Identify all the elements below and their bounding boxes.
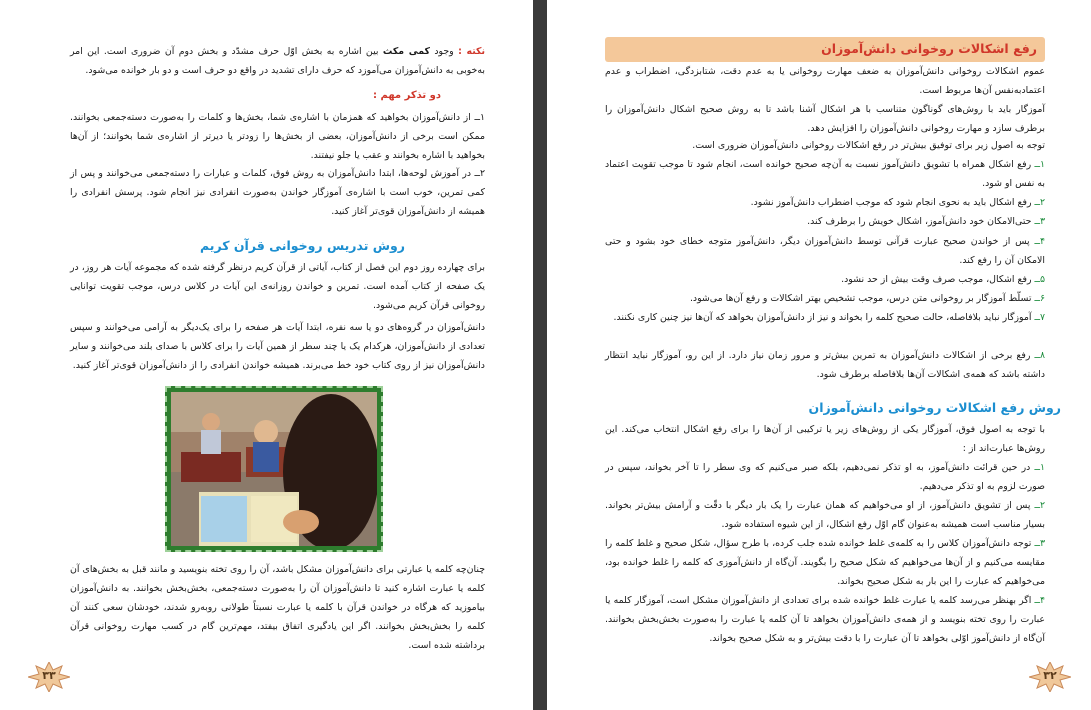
method-item-3 <box>605 534 1045 591</box>
classroom-photo-image <box>171 392 377 546</box>
intro-paragraph-3: توجه به اصول زیر برای توفیق بیش‌تر در رفع اشکالات روخوانی دانش‌آموزان ضروری است. <box>692 140 1045 151</box>
remember-title: دو تذکر مهم : <box>373 90 441 101</box>
nokte-text-b: بین اشاره به بخش اوّل حرف مشدّد و بخش دوم آن ضروری است. این امر به‌خوبی به دانش‌آموزان می‌آموزد که حرف دارای تشدید در واقع دو حرف است و دو بار خوانده می‌شود. <box>70 46 485 76</box>
principle-number-4: ۴ــ <box>1034 236 1045 247</box>
methods-intro: با توجه به اصول فوق، آموزگار یکی از روش‌های زیر یا ترکیبی از آن‌ها را برای رفع اشکال انتخاب می‌کند. این روش‌ها عبارت‌اند از : <box>605 424 1045 454</box>
principle-number-7: ۷ــ <box>1034 312 1045 323</box>
principle-text-1: رفع اشکال همراه با تشویق دانش‌آموز نسبت به آن‌چه صحیح خوانده است، انجام شود تا موجب تقویت اعتماد به نفس او شود. <box>605 159 1045 189</box>
banner-title: رفع اشکالات روخوانی دانش‌آموزان <box>821 41 1037 56</box>
methods-title: روش رفع اشکالات روخوانی دانش‌آموزان <box>808 400 1061 415</box>
method-number-2: ۲ــ <box>1034 500 1045 511</box>
principle-number-2: ۲ــ <box>1034 197 1045 208</box>
principle-item-6 <box>605 289 1045 308</box>
principle-item-4 <box>605 232 1045 270</box>
method-item-1 <box>605 458 1045 496</box>
principle-number-5: ۵ــ <box>1034 274 1045 285</box>
principle-item-2 <box>605 193 1045 212</box>
method-item-2 <box>605 496 1045 534</box>
section-paragraph-1: برای چهارده روز دوم این فصل از کتاب، آیاتی از قرآن کریم درنظر گرفته شده که مجموعه آیات هر روز، در یک صفحه از کتاب آمده است. تمرین و خواندن روزانه‌ی این آیات در کلاس درس، موجب تقویت توانایی روخوانی قرآن کریم می‌شود. <box>70 262 485 311</box>
principle-text-8: رفع برخی از اشکالات دانش‌آموزان به تمرین بیش‌تر و مرور زمان نیاز دارد. از این رو، آموزگار نباید انتظار داشته باشد که همه‌ی اشکالات آن‌ها بلافاصله برطرف شود. <box>605 350 1045 380</box>
principle-item-5 <box>605 270 1045 289</box>
method-text-3: توجه دانش‌آموزان کلاس را به کلمه‌ی غلط خوانده شده جلب کرده، با طرح سؤال، شکل صحیح و غلط کلمه را مقایسه می‌کنیم و از آن‌ها می‌خواهیم که شکل صحیح را بگویند. آن‌گاه از دانش‌آموزی که کلمه را غلط خوانده بود، می‌خواهیم که عبارت را این بار به شکل صحیح بخواند. <box>605 538 1045 587</box>
remember-item-2: ۲ــ در آموزش لوحه‌ها، ابتدا دانش‌آموزان به روش فوق، کلمات و عبارات را دسته‌جمعی می‌خوانند و پس از کمی تمرین، خوب است با اشاره‌ی آموزگار خواندن به‌صورت انفرادی نیز انجام شود. پرسش انفرادی را همیشه از دانش‌آموزان قوی‌تر آغاز کنید. <box>70 168 485 217</box>
page-number-left-text: ۳۳ <box>42 669 56 682</box>
method-text-1: در حین قرائت دانش‌آموز، به او تذکر نمی‌دهیم، بلکه صبر می‌کنیم که وی سطر را تا آخر بخواند، سپس در صورت لزوم به او تذکر می‌دهیم. <box>605 462 1045 492</box>
left-page <box>0 0 533 710</box>
nokte-text-a: وجود <box>429 46 459 57</box>
section-title-quran: روش تدریس روخوانی قرآن کریم <box>200 238 405 253</box>
nokte-paragraph <box>70 42 485 80</box>
title-banner <box>605 37 1045 62</box>
principle-text-2: رفع اشکال باید به نحوی انجام شود که موجب اضطراب دانش‌آموز نشود. <box>750 197 1035 208</box>
method-text-4: اگر بهنظر می‌رسد کلمه یا عبارت غلط خوانده شده برای تعدادی از دانش‌آموزان مشکل است، آموزگار کلمه یا عبارت را روی تخته بنویسد و از همه‌ی دانش‌آموزان بخواهد تا آن کلمه یا عبارت را به‌صورت بخش‌بخش بخوانند. آن‌گاه از دانش‌آموز اوّلی بخواهد تا آن عبارت را با دقت بیش‌تر و به شکل صحیح بخواند. <box>605 595 1045 644</box>
nokte-label: نکته : <box>458 46 485 57</box>
principle-text-6: تسلّط آموزگار بر روخوانی متن درس، موجب تشخیص بهتر اشکالات و رفع آن‌ها می‌شود. <box>689 293 1035 304</box>
method-item-4 <box>605 591 1045 648</box>
principle-text-3: حتی‌الامکان خود دانش‌آموز، اشکال خویش را برطرف کند. <box>807 216 1035 227</box>
method-number-4: ۴ــ <box>1034 595 1045 606</box>
principle-text-5: رفع اشکال، موجب صرف وقت بیش از حد نشود. <box>841 274 1035 285</box>
principle-number-8: ۸ــ <box>1034 350 1045 361</box>
principle-number-3: ۳ــ <box>1034 216 1045 227</box>
principle-number-1: ۱ــ <box>1034 159 1045 170</box>
page-number-right-text: ۳۲ <box>1043 669 1057 682</box>
right-page <box>547 0 1091 710</box>
principle-item-7 <box>605 308 1045 327</box>
principle-item-3 <box>605 212 1045 231</box>
nokte-emphasis: کمی مکث <box>382 46 430 57</box>
classroom-photo <box>165 386 383 552</box>
page-number-left <box>28 662 70 692</box>
section-paragraph-2: دانش‌آموزان در گروه‌های دو یا سه نفره، ابتدا آیات هر صفحه را برای یک‌دیگر به آرامی می‌خوانند و سپس تعدادی از دانش‌آموزان، هرکدام یک یا چند سطر از همین آیات را برای کلاس با صدای بلند می‌خوانند و سایر دانش‌آموزان نیز از روی کتاب خود خط می‌برند. همیشه خواندن انفرادی را از دانش‌آموزان قوی‌تر آغاز کنید. <box>70 322 485 371</box>
principle-item-8 <box>605 346 1045 384</box>
principle-number-6: ۶ــ <box>1034 293 1045 304</box>
principle-text-4: پس از خواندن صحیح عبارت قرآنی توسط دانش‌آموزان دیگر، دانش‌آموز متوجه خطای خود بشود و حتی الامکان آن را رفع کند. <box>605 236 1045 266</box>
after-photo-paragraph: چنان‌چه کلمه یا عبارتی برای دانش‌آموزان مشکل باشد، آن را روی تخته بنویسید و مانند قبل به بخش‌های آن کلمه یا عبارت اشاره کنید تا دانش‌آموزان آن را به‌صورت دسته‌جمعی، بخش‌بخش بخوانند. به دانش‌آموزان بیاموزید که هرگاه در خواندن قرآن با کلمه یا عبارت نسبتاً طولانی روبه‌رو شدند، خودشان سعی کنند آن کلمه را بخش‌بخش بخوانند. اگر این یادگیری اتفاق بیفتد، مهم‌ترین گام در کسب مهارت روخوانی قرآن برداشته شده است. <box>70 564 485 651</box>
intro-paragraph-2: آموزگار باید با روش‌های گوناگون متناسب با هر اشکال آشنا باشد تا به روش صحیح اشکال دانش‌آموزان را برطرف سازد و مهارت روخوانی دانش‌آموزان را افزایش دهد. <box>605 104 1045 134</box>
book-spine <box>533 0 547 710</box>
intro-paragraph-1: عموم اشکالات روخوانی دانش‌آموزان به ضعف مهارت روخوانی یا به عدم دقت، شتابزدگی، اضطراب و عدم اعتمادبه‌نفس آن‌ها مربوط است. <box>605 66 1045 96</box>
method-text-2: پس از تشویق دانش‌آموز، از او می‌خواهیم که همان عبارت را یک بار دیگر با دقّت و آرامش بیش‌تر بخواند. بسیار مناسب است همیشه به‌عنوان گام اوّل رفع اشکال، از این شیوه استفاده شود. <box>605 500 1045 530</box>
principle-text-7: آموزگار نباید بلافاصله، حالت صحیح کلمه را بخواند و نیز از دانش‌آموزان بخواهد که آن‌ها نیز چنین کاری نکنند. <box>613 312 1035 323</box>
page-number-right <box>1029 662 1071 692</box>
method-number-1: ۱ــ <box>1034 462 1045 473</box>
method-number-3: ۳ــ <box>1034 538 1045 549</box>
principle-item-1 <box>605 155 1045 193</box>
remember-item-1: ۱ــ از دانش‌آموزان بخواهید که همزمان با اشاره‌ی شما، بخش‌ها و کلمات را به‌صورت دسته‌جمعی بخوانند. ممکن است برخی از دانش‌آموزان، بعضی از بخش‌ها را زودتر یا دیرتر از اشاره‌ی شما بخوانند؛ از آن‌ها بخواهید با اشاره بخوانند و عقب یا جلو نیفتند. <box>70 112 485 161</box>
